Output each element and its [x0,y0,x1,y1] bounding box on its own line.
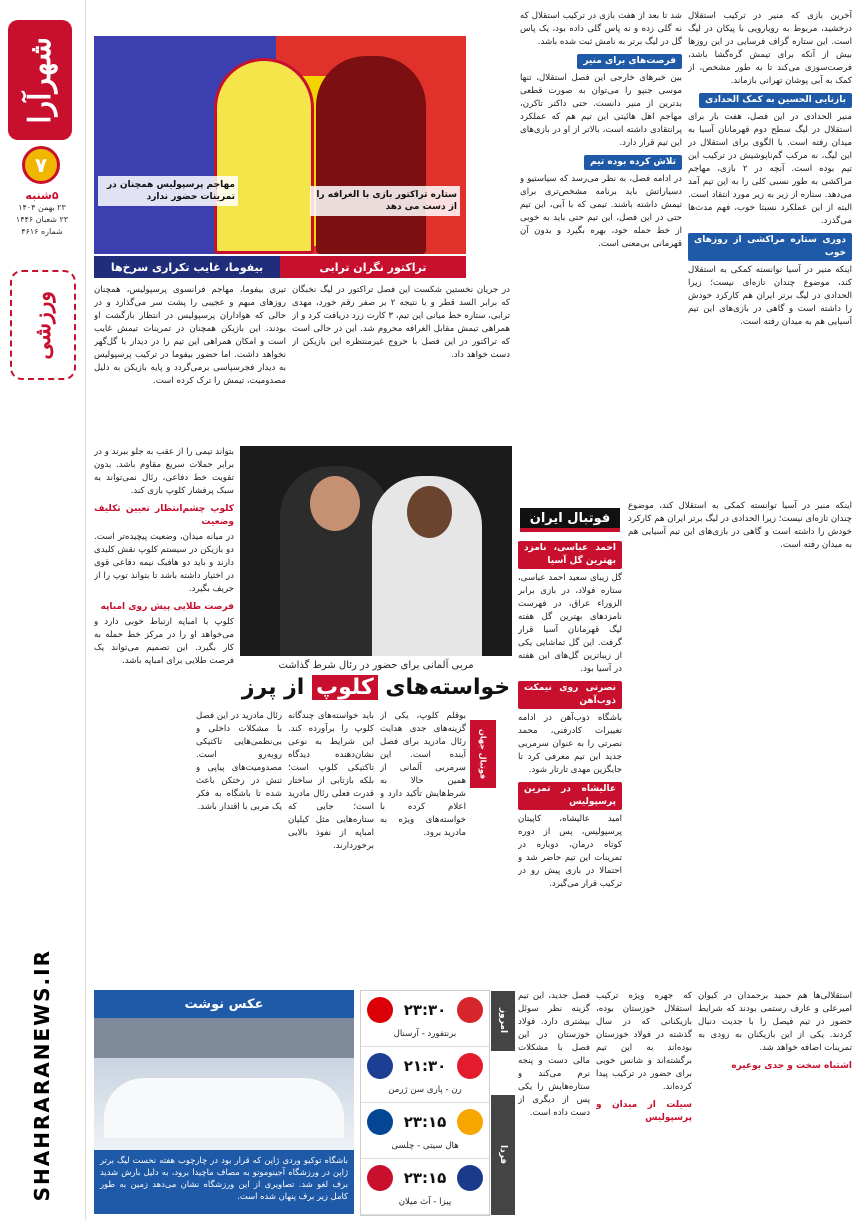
bottom-mid-column-2 [518,990,590,1216]
issue-day: ۵شنبه [25,189,59,202]
article-text-1: منیر الحدادی در این فصل، هفت بار برای استقلال در لیگ سطح دوم قهرمانان آسیا به میدان رفته است. با الگوی برای استقلال در این لیگ، نه مرکب گم‌ناپوشیش در ترکیب این تیم بوده است. آنچه در ۲ بازی، مهاجم مراکشی به طور نسبی کلی را به این تیم آمد می‌دهد. ستاره از زیر به زیر مورد انتقاد است. البته از این عملکرد نسبتا خوب، فهم مدت‌ها می‌گذرد. [688,112,852,226]
photo-caption-header: عکس نوشت [94,990,354,1018]
fixture-teams: رن - پاری سن ژرمن [388,1085,462,1095]
football-iran-header: فوتبال ایران [520,508,620,532]
bottom-mid-column [596,990,692,1216]
issue-number: شماره ۴۶۱۶ [21,227,63,236]
issue-info [6,190,78,238]
article-torabi-text: در جریان نخستین شکست این فصل تراکتور در لیگ نخبگان که برابر السد قطر و با نتیجه ۲ بر صفر رقم خورد، مهدی ترابی، ستاره خط میانی این تیم، ۳ کارت زرد دریافت کرد و از همراهی تیمش مقابل الغرافه محروم شد. این در حالی است که تراکتور در این فصل با خروج غیرمنتظره این بازیکن از دست خواهد داد. [292,285,510,360]
player-figure-torabi [316,56,426,254]
headline-bifouma[interactable]: بیفوما، غایب تکراری سرخ‌ها [94,256,280,278]
fi-text-1: گل زیبای سعید احمد عباسی، ستاره فولاد، در بازی برابر الزوراء عراق، در فهرست نامزدهای بهترین گل هفته لیگ قهرمانان آسیا قرار گرفت. این گل تماشایی یکی از زیباترین گل‌های این هفته در آسیا بود. [518,573,622,674]
newspaper-logo[interactable]: شهرآرا [8,20,72,140]
hero-caption-left: مهاجم پرسپولیس همچنان در تمرینات حضور ندارد [98,176,238,206]
fixture-teams: هال سیتی - چلسی [391,1141,459,1151]
article-intro: آخرین بازی که منیر در ترکیب استقلال درخشید، مربوط به رویارویی با پیکان در لیگ است. این ستاره گزاف فرسایی در این روزها بیش از آنکه برای تیمش گره‌گشا باشد، فرصت‌سوزی می‌کند تا به طور مشخص، از کمک به آبی پوشان تهرانی بازماند. [688,11,852,86]
klopp-subtitle: مربی آلمانی برای حضور در رئال شرط گذاشت [278,660,474,671]
fixtures-box [360,990,508,1216]
klopp-col-2 [288,710,374,980]
bottom-mid-text: که جهره ویژه ترکیب استقلال خوزستان بوده، بازیکنانی که در سال گذشته در فولاد خوزستان بوده‌اند به این تیم برگشته‌اند و شانس خوبی برای حضور در ترکیب پیدا کرده‌اند. [596,991,692,1092]
klopp-text-1: بوقلم کلوپ، یکی از گزینه‌های جدی هدایت رئال مادرید برای فصل آینده است. این سرمربی آلمانی از همین حالا به شرط‌هایش تأکید دارد و اعلام کرده با خواسته‌های ویژه به مادرید برود. [380,711,466,838]
snow-field [104,1078,344,1138]
snow-stadium-photo [94,1018,354,1150]
home-crest-icon [457,997,483,1023]
bottom-bullet-3: اشتباه سخت و جدی بوعیره [731,1061,852,1071]
klopp-text-3: رئال مادرید در این فصل با مشکلات داخلی و بی‌نظمی‌هایی تاکتیکی روبه‌رو است. مصدومیت‌های پیاپی و تنش در رختکن باعث شده تا باشگاه به فکر یک مربی با اقتدار باشد. [196,711,282,812]
article-text-2: اینکه منیر در آسیا توانسته کمکی به استقلال کند، موضوع چندان تازه‌ای نیست؛ زیرا الحدادی در لیگ برتر ایران هم کارکرد خودش را داشته است و گاهی در بازی‌های این تیم آسیایی هم به میدان رفته است. [688,265,852,327]
bottom-mid-text-2: فصل جدید، این تیم گزینه نظر سوئل بیشتری دارد. فولاد خوزستان در این فصل با مشکلات مالی دست و پنجه نرم می‌کند و ستاره‌هایش را یکی پس از دیگری از دست داده است. [518,991,590,1118]
subhead-4: تلاش کرده بوده تیم [584,155,682,170]
fixture-row[interactable] [361,1103,489,1159]
face-klopp [310,476,360,531]
fixture-time: ۲۱:۳۰ [403,1057,447,1075]
hero-image [94,36,466,254]
away-crest-icon [367,997,393,1023]
klopp-text-2: باید خواسته‌های چندگانه کلوپ را برآورده کند. این شرایط به نوعی نشان‌دهنده دیدگاه تاکتیکی کلوپ است؛ بلکه بازتابی از ساختار قدرت فعلی رئال مادرید است؛ جایی که ستاره‌هایی مثل کیلیان امباپه از نفوذ بالایی برخوردارند. [288,711,374,851]
label-today: امروز [491,991,515,1051]
snow-caption: باشگاه توکیو وردی ژاپن که قرار بود در چارچوب هفته نخست لیگ برتر ژاپن در ورزشگاه آجینوموتو به مصاف ماچیدا برود، به دلیل بارش شدید برف لغو شد. تصاویری از این ورزشگاه نشان می‌دهد زمین به طور کامل زیر برف پنهان شده است. [94,1150,354,1214]
world-football-tag: فوتبال جهان [470,720,496,788]
subhead-3: فرصت‌های برای منیر [577,54,682,69]
away-crest-icon [367,1109,393,1135]
klopp-mbappe-photo [240,446,512,656]
klopp-left-text-2: در میانه میدان، وضعیت پیچیده‌تر است. دو بازیکن در سیستم کلوپ نقش کلیدی دارند و باید دو هافبک نیمه دفاعی قوی در اختیار داشته باشد تا بتواند توپ را از حریف بگیرد. [94,532,234,594]
fi-subhead-1: احمد عباسی، نامزد بهترین گل آسیا [518,541,622,569]
away-crest-icon [367,1053,393,1079]
subhead-1: بازنایی الحسین به کمک الحدادی [699,93,852,108]
label-tomorrow: فردا [491,1095,515,1215]
player-figure-bifouma [214,58,314,254]
esteghlal-lower-column [628,500,852,986]
fixture-row[interactable] [361,991,489,1047]
klopp-left-text-1: بتواند تیمی را از عقب به جلو ببرند و در برابر حملات سریع مقاوم باشد. بدون تقویت خط دفاعی، رئال نمی‌تواند به سبک پرفشار کلوپ بازی کند. [94,447,234,496]
article-text-4: در ادامه فصل، به نظر می‌رسد که سیاستیو و دسیاراتش باید برنامه مشخص‌تری برای تیمش داشته باشند. تیمی که با آبی، این تیم حتی در این فصل، این تیم حتی باید به خوبی از خط حمله خود، بهره بگیرد و بدون آن قهرمانی بی‌معنی است. [520,174,682,249]
hero-caption-right: ستاره تراکتور بازی با الغرافه را از دست می دهد [310,186,460,216]
klopp-col-left [94,446,234,980]
klopp-left-text-3: کلوپ با امباپه ارتباط خوبی دارد و می‌خواهد او را در مرکز خط حمله به کار بگیرد. این تصمیم می‌تواند یک فرصت طلایی برای امباپه باشد. [94,617,234,666]
article-text-3: بین خبرهای خارجی این فصل استقلال، تنها موسی جنپو را می‌توان به صورت قطعی بدترین از منیر دانست. حتی داکتر تاکرن، مهاجم اهل هائیتی این تیم هم که عملکرد پرانتقادی داشته است، بالاتر از او در بازی‌های این تیم قرار دارد. [520,73,682,148]
masthead [0,0,86,1220]
issue-date-ar: ۲۳ شعبان ۱۴۴۶ [15,215,69,224]
face-mbappe [407,486,452,538]
fixture-teams: برنتفورد - آرسنال [393,1029,457,1039]
article-bifouma-text: تیری بیفوما، مهاجم فرانسوی پرسپولیس، همچنان روزهای مبهم و عجیبی را پشت سر می‌گذارد و در حالی که هواداران پرسپولیس در انتظار بازگشت او بودند، این بازیکن همچنان در تمرینات تیمش غایب است و امکان همراهی این تیم را در دیدار با گل‌گهر نخواهد داشت. اما حضور بیفوما در ترکیب پرسپولیس به دیدار فجرسپاسی برمی‌گردد و پایه بازیکن به دلیل مصدومیت، تیمش را ترک کرده است. [94,285,286,386]
klopp-headline[interactable]: خواسته‌های کلوپ از پرز [241,675,511,700]
article-text-2b: شد تا بعد از هفت بازی در ترکیب استقلال که نه گلی زده و نه پاس گلی داده بود، یک پاس گل در لیگ برتر به نامش ثبت شده باشد. [520,11,682,47]
fixture-teams: پیزا - آث میلان [398,1197,452,1207]
fixture-time: ۲۳:۱۵ [403,1169,447,1187]
issue-date-fa: ۲۳ بهمن ۱۴۰۴ [18,203,66,212]
article-torabi [292,284,510,438]
klopp-col-1 [380,710,466,980]
hero-headlines [94,256,466,278]
home-crest-icon [457,1165,483,1191]
away-crest-icon [367,1165,393,1191]
article-esteghlal-column [688,10,852,496]
klopp-bullet-1: کلوپ چشم‌انتظار تعیین تکلیف وضعیت [94,504,234,527]
bottom-bullet-4: سیلت از میدان و پرسپولیس [596,1100,692,1123]
article-esteghlal-column-2 [520,10,682,496]
fixture-time: ۲۳:۱۵ [403,1113,447,1131]
page-number-badge: ۷ [22,146,60,184]
home-crest-icon [457,1109,483,1135]
fixture-time: ۲۳:۳۰ [403,1001,447,1019]
site-url[interactable]: SHAHRARANEWS.IR [30,948,54,1202]
fixture-row[interactable] [361,1047,489,1103]
headline-torabi[interactable]: تراکتور نگران ترابی [280,256,466,278]
fi-text-2: باشگاه ذوب‌آهن در ادامه تغییرات کادرفنی، محمد نصرتی را به عنوان سرمربی جدید این تیم معرفی کرد تا جایگزین مهدی تارتار شود. [518,713,622,775]
esteghlal-lower-text: اینکه منیر در آسیا توانسته کمکی به استقلال کند، موضوع چندان تازه‌ای نیست؛ زیرا الحدادی در لیگ برتر ایران هم کارکرد خودش را داشته است و گاهی در بازی‌های این تیم آسیایی هم به میدان رفته است. [628,501,852,550]
football-iran-column [518,536,622,986]
home-crest-icon [457,1053,483,1079]
fi-subhead-3: عالیشاه در تمرین پرسپولیس [518,782,622,810]
bottom-right-text: استقلالی‌ها هم حمید برحمدان در کیوان امیرعلی و عارف رستمی بودند که شرایط حضور در تیم فیصل را با جدیت دنبال کردند. یکی از این بازیکنان به زودی به تمرینات اضافه خواهد شد. [698,991,852,1053]
subhead-2: دوری ستاره مراکشی از روزهای خوب [688,233,852,261]
fi-subhead-2: نصرتی روی نیمکت ذوب‌آهن [518,681,622,709]
bottom-right-column [698,990,852,1216]
article-bifouma [94,284,286,438]
stadium-stand [94,1018,354,1058]
section-logo: ورزشی [10,270,76,380]
fixture-row[interactable] [361,1159,489,1215]
fi-text-3: امید عالیشاه، کاپیتان پرسپولیس، پس از دوره کوتاه درمان، دوباره در تمرینات این تیم حاضر شد و احتمالا در بازی پیش رو در ترکیب قرار می‌گیرد. [518,814,622,889]
klopp-bullet-2: فرصت طلایی پیش روی امباپه [100,602,234,612]
